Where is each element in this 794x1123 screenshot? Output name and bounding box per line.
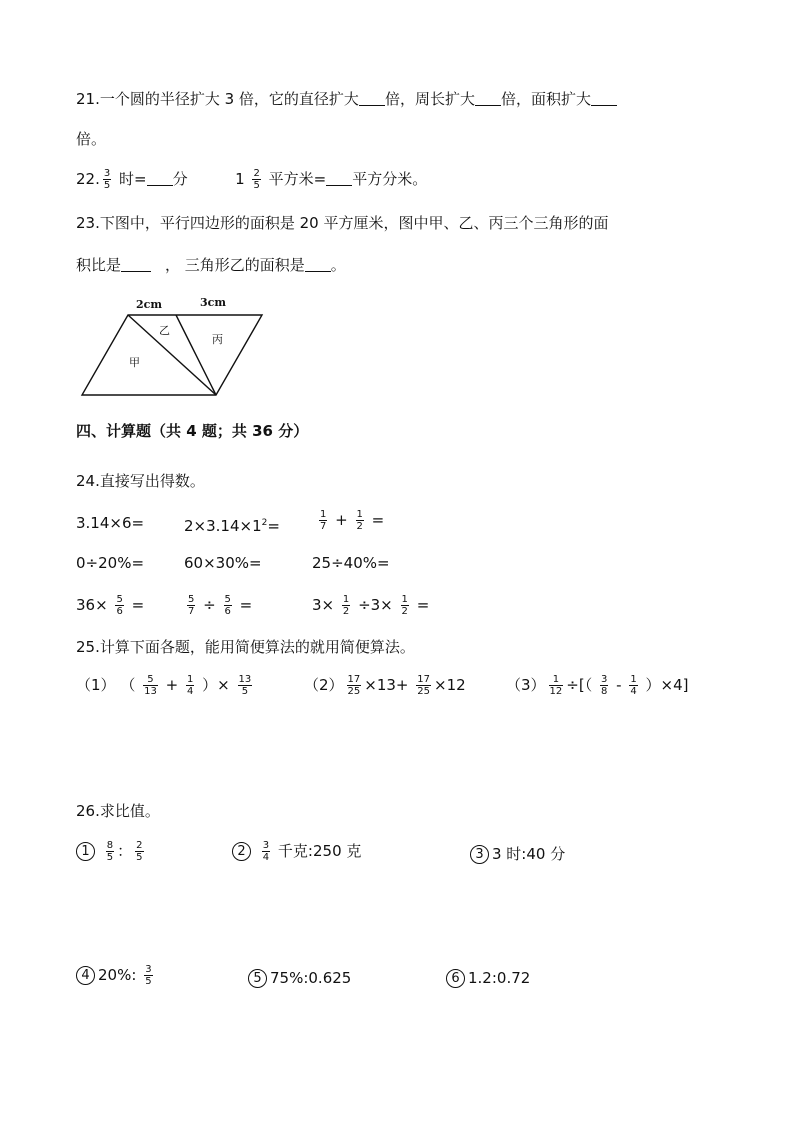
fraction: $\frac{5}{7}$ [188, 594, 195, 617]
answer-blank[interactable] [121, 256, 151, 272]
answer-blank[interactable] [591, 90, 617, 106]
q21-text: 21.一个圆的半径扩大 3 倍，它的直径扩大 [76, 90, 359, 108]
calc-item: 3.14×6= [76, 514, 145, 532]
calc-item: 3× $\frac{1}{2}$ ÷3× $\frac{1}{2}$ = [312, 594, 430, 617]
calc-item: 0÷20%= [76, 554, 145, 572]
answer-blank[interactable] [475, 90, 501, 106]
fraction: $\frac{1}{2}$ [342, 594, 350, 617]
fraction: $\frac{1}{4}$ [187, 674, 194, 697]
calc-item: $2\times 3.14\times 1^2=$ [184, 517, 280, 535]
circled-number: 2 [232, 842, 251, 861]
q23-text: ， 三角形乙的面积是 [165, 256, 305, 274]
q23-text: 。 [330, 256, 346, 274]
label-3cm: 3cm [200, 296, 226, 309]
answer-blank[interactable] [305, 256, 331, 272]
calc-item: $\frac{1}{7}$ + $\frac{1}{2}$ = [320, 509, 385, 532]
fraction: $\frac{5}{6}$ [224, 594, 231, 617]
q22-number: 22. [76, 170, 100, 188]
calc-item: 25÷40%= [312, 554, 390, 572]
question-24-title: 24.直接写出得数。 [76, 472, 205, 490]
ratio-item-3: 3 3 时:40 分 [470, 843, 565, 865]
answer-blank[interactable] [326, 170, 352, 186]
q21-text: 倍，面积扩大 [500, 90, 591, 108]
fraction: $\frac{3}{4}$ [262, 840, 270, 863]
calc-item: 60×30%= [184, 554, 262, 572]
question-21-line-2 [76, 128, 106, 150]
question-21-line-1 [76, 88, 617, 110]
fraction: $\frac{5}{6}$ [116, 594, 123, 617]
fraction: $\frac{13}{5}$ [238, 674, 252, 697]
q21-text: 倍，周长扩大 [384, 90, 475, 108]
question-23-line-2 [76, 254, 346, 276]
label-yi: 乙 [159, 324, 170, 337]
fraction: $\frac{1}{2}$ [401, 594, 408, 617]
circled-number: 1 [76, 842, 95, 861]
ratio-item-5: 5 75%:0.625 [248, 967, 351, 989]
calc-problem-1: （1） （ $\frac{5}{13}$ + $\frac{1}{4}$ ）× $\frac{13}{5}$ [76, 674, 252, 697]
question-22 [76, 168, 427, 191]
q22-text: 时= [114, 170, 147, 188]
answer-blank[interactable] [147, 170, 173, 186]
q23-text: 23.下图中，平行四边形的面积是 20 平方厘米，图中甲、乙、丙三个三角形的面 [76, 214, 609, 232]
calc-problem-2: （2） $\frac{17}{25}$ ×13+ $\frac{17}{25}$ ×12 [304, 674, 466, 697]
q23-text: 积比是 [76, 256, 122, 274]
fraction: $\frac{2}{5}$ [136, 840, 143, 863]
ratio-item-2: 2 $\frac{3}{4}$ 千克:250 克 [232, 840, 361, 863]
circled-number: 5 [248, 969, 267, 988]
q22-text: 平方米= [263, 170, 327, 188]
mixed-number-whole: 1 [235, 170, 245, 188]
diagonal-line [128, 315, 216, 395]
fraction: $\frac{8}{5}$ [106, 840, 114, 863]
q22-text: 平方分米。 [352, 170, 428, 188]
answer-blank[interactable] [359, 90, 385, 106]
fraction: $\frac{5}{13}$ [144, 674, 157, 697]
fraction: $\frac{1}{2}$ [356, 509, 363, 532]
circled-number: 4 [76, 966, 95, 985]
ratio-item-4: 4 20%: $\frac{3}{5}$ [76, 964, 156, 987]
ratio-item-6: 6 1.2:0.72 [446, 967, 530, 989]
fraction: $\frac{3}{5}$ [145, 964, 152, 987]
label-2cm: 2cm [136, 298, 162, 311]
calc-item: $\frac{5}{7}$ ÷ $\frac{5}{6}$ = [188, 594, 253, 617]
circled-number: 6 [446, 969, 465, 988]
circled-number: 3 [470, 845, 489, 864]
label-jia: 甲 [129, 356, 140, 369]
divider-line [176, 315, 216, 395]
ratio-item-1: 1 $\frac{8}{5}$ ： $\frac{2}{5}$ [76, 840, 147, 863]
question-25-title: 25.计算下面各题，能用简便算法的就用简便算法。 [76, 638, 415, 656]
fraction: $\frac{1}{7}$ [320, 509, 327, 532]
fraction: $\frac{17}{25}$ [417, 674, 431, 697]
q21-text: 倍。 [76, 130, 107, 148]
fraction: $\frac{3}{5}$ [103, 168, 111, 191]
q22-text: 分 [172, 170, 188, 188]
section-heading: 四、计算题（共 4 题；共 36 分） [76, 422, 309, 440]
fraction: $\frac{1}{12}$ [549, 674, 563, 697]
parallelogram-figure [76, 294, 286, 400]
fraction: $\frac{3}{8}$ [600, 674, 608, 697]
fraction: $\frac{1}{4}$ [630, 674, 637, 697]
label-bing: 丙 [212, 333, 223, 346]
fraction: $\frac{2}{5}$ [253, 168, 260, 191]
calc-item: 36× $\frac{5}{6}$ = [76, 594, 145, 617]
question-23-line-1 [76, 212, 608, 234]
question-26-title: 26.求比值。 [76, 802, 160, 820]
calc-problem-3: （3） $\frac{1}{12}$ ÷[（ $\frac{3}{8}$ - $\frac{1}{4}$ ）×4] [506, 674, 689, 697]
parallelogram-diagram [76, 294, 286, 400]
fraction: $\frac{17}{25}$ [347, 674, 361, 697]
